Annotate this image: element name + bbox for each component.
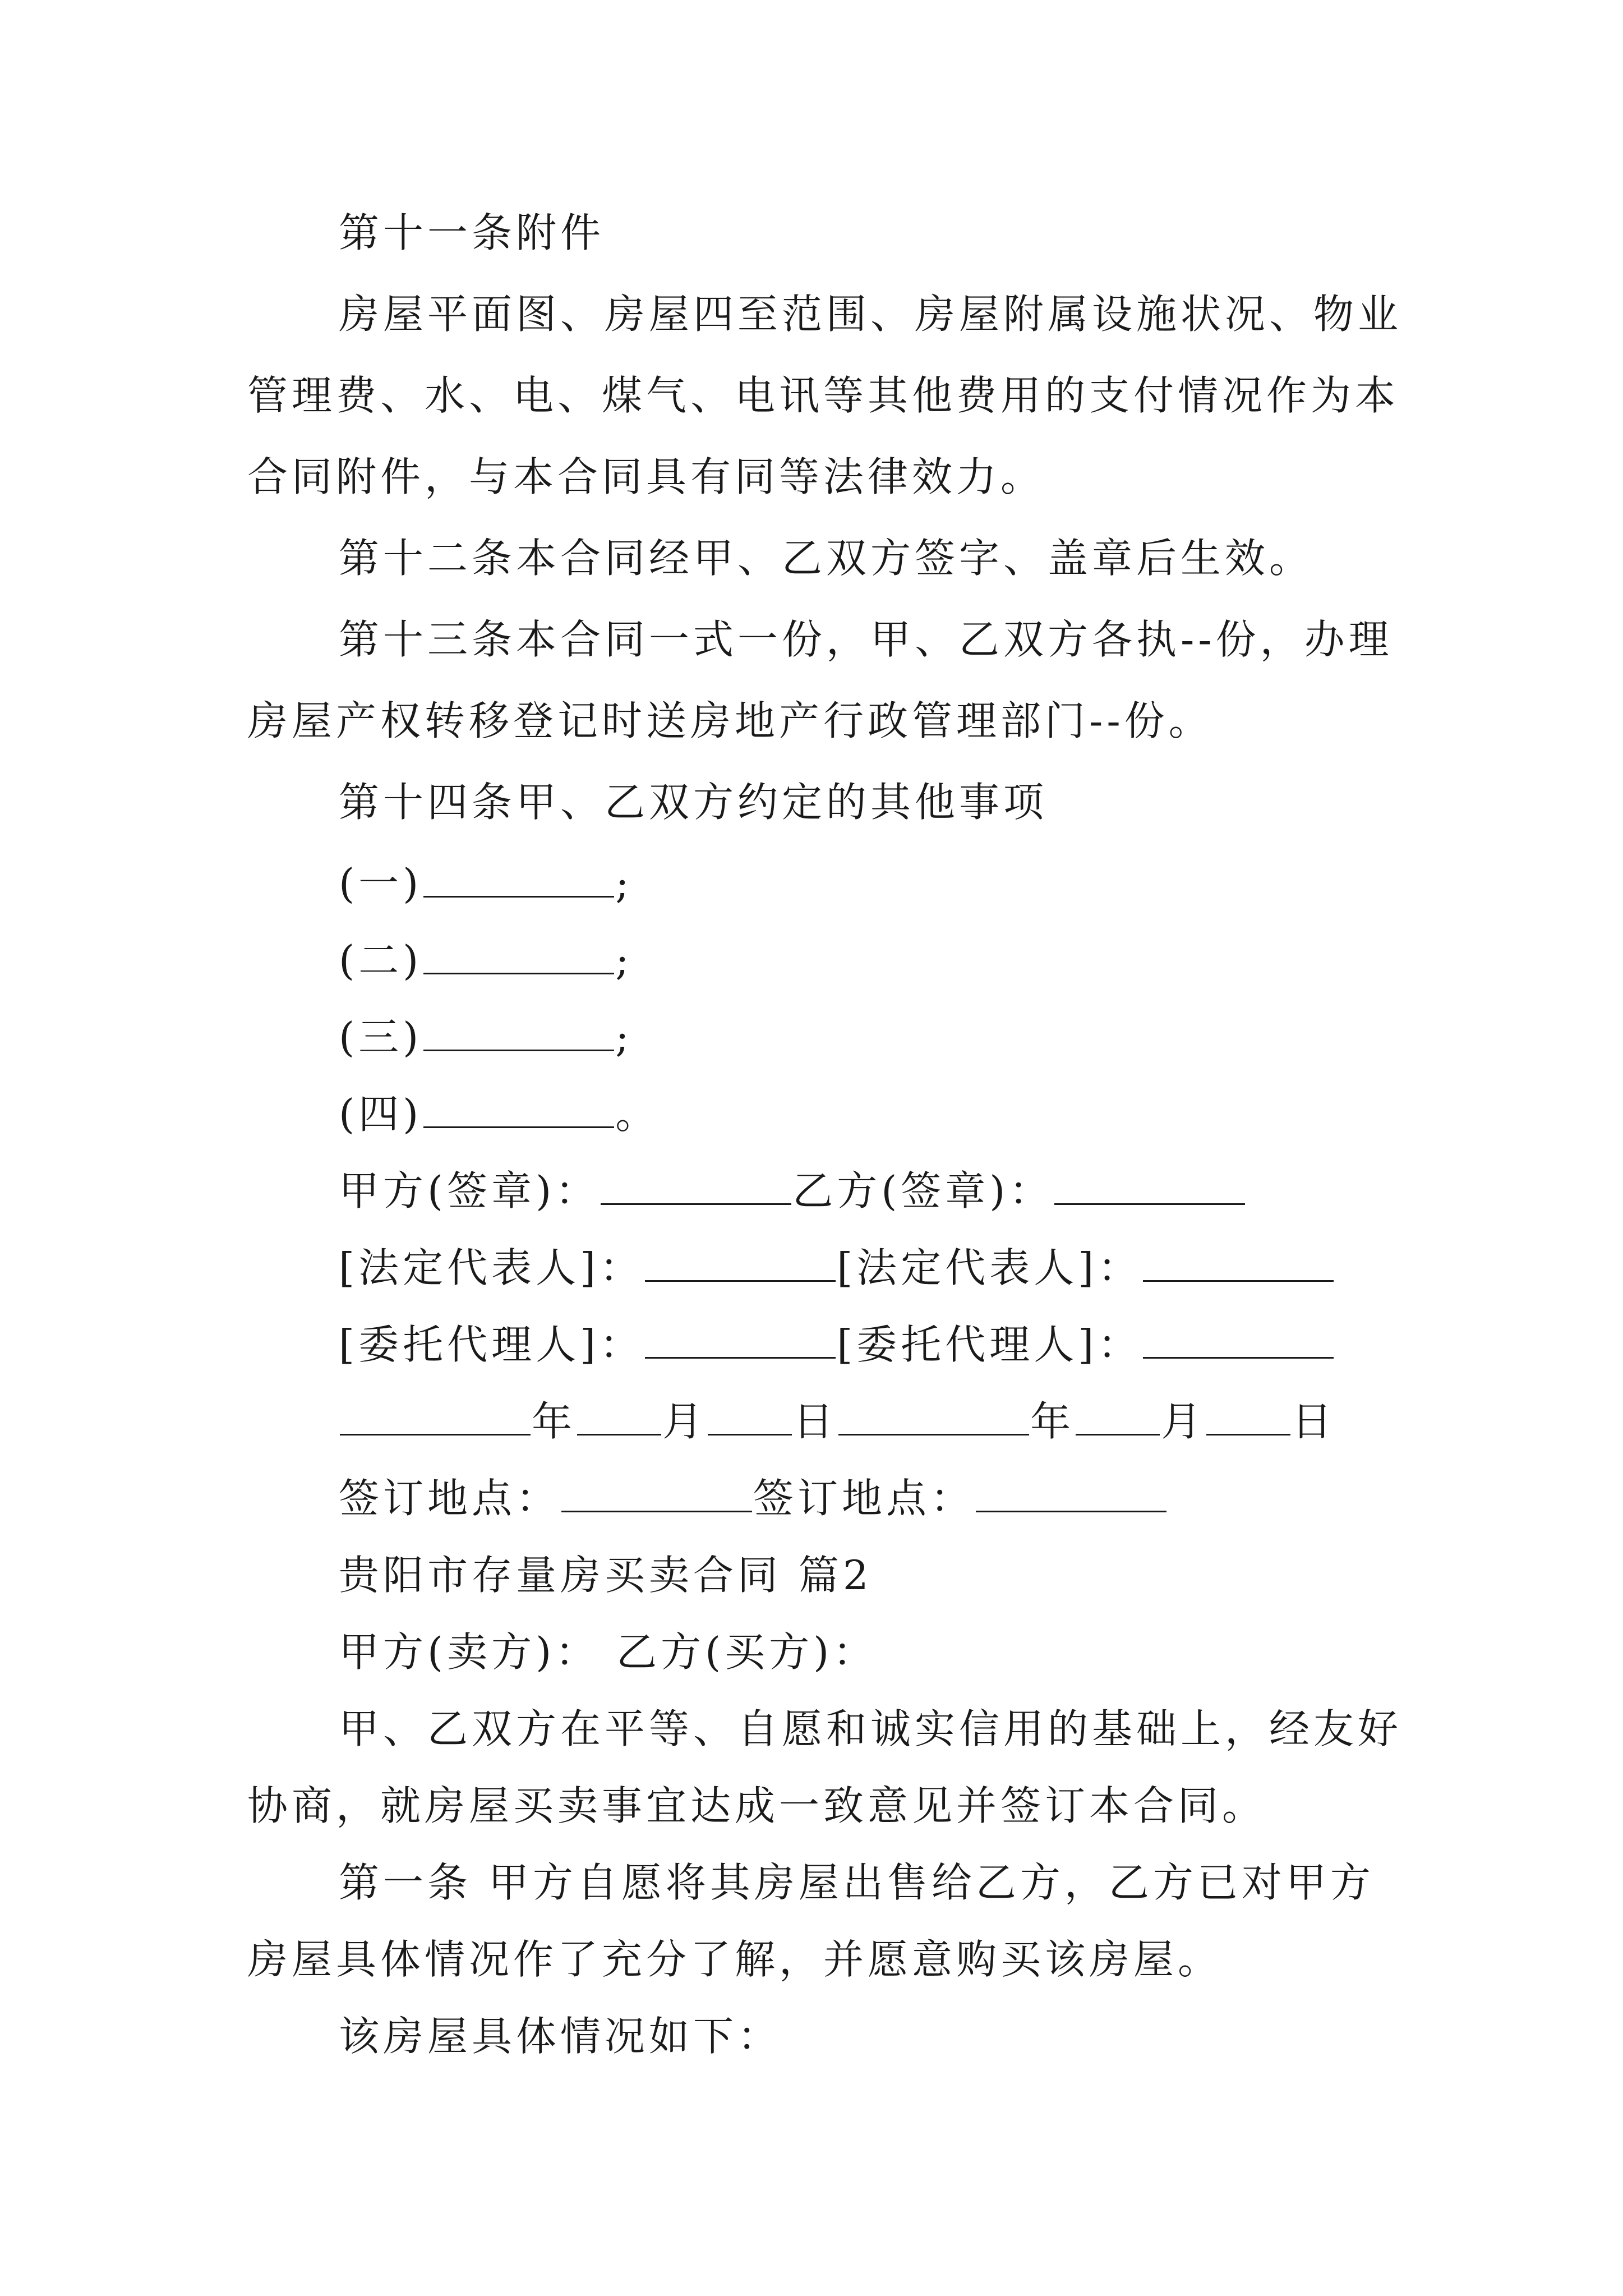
fill-blank	[838, 1395, 1029, 1435]
fill-blank	[1206, 1395, 1290, 1435]
section-2-intro-line-1: 甲、乙双方在平等、自愿和诚实信用的基础上，经友好	[339, 1705, 1403, 1752]
fill-blank	[1143, 1318, 1334, 1359]
section-2-parties: 甲方(卖方)： 乙方(买方)：	[339, 1628, 878, 1676]
day-label: 日	[793, 1398, 838, 1445]
agent-row	[339, 1318, 1399, 1372]
month-label: 月	[662, 1398, 707, 1445]
section-2-title: 贵阳市存量房买卖合同 篇2	[339, 1552, 873, 1599]
legal-rep-label: [法定代表人]：	[339, 1244, 644, 1291]
legal-rep-row	[339, 1241, 1399, 1295]
agent-label: [委托代理人]：	[339, 1321, 644, 1368]
month-label: 月	[1161, 1398, 1206, 1445]
fill-blank	[423, 933, 614, 974]
article-11-text-line-2: 管理费、水、电、煤气、电讯等其他费用的支付情况作为本	[247, 372, 1400, 419]
article-11-text-line-1: 房屋平面图、房屋四至范围、房屋附属设施状况、物业	[339, 291, 1403, 338]
year-label: 年	[532, 1398, 577, 1445]
item-end: 。	[615, 1091, 660, 1138]
day-label: 日	[1292, 1398, 1336, 1445]
fill-blank	[561, 1471, 752, 1512]
fill-blank	[423, 1087, 614, 1128]
place-label: 签订地点：	[753, 1475, 975, 1522]
party-a-label: 甲方(签章)：	[339, 1167, 600, 1214]
fill-blank	[601, 1164, 791, 1205]
place-label: 签订地点：	[339, 1475, 561, 1522]
section-2-article-1-line-1: 第一条 甲方自愿将其房屋出售给乙方，乙方已对甲方	[339, 1859, 1375, 1906]
section-2-house-details: 该房屋具体情况如下：	[339, 2013, 782, 2060]
fill-blank	[976, 1471, 1166, 1512]
agent-label: [委托代理人]：	[837, 1321, 1142, 1368]
fill-blank	[423, 857, 614, 898]
item-end: ;	[615, 860, 633, 907]
fill-blank	[1076, 1395, 1160, 1435]
fill-blank	[577, 1395, 661, 1435]
date-row	[339, 1395, 1399, 1448]
fill-blank	[1143, 1241, 1334, 1282]
fill-blank	[423, 1010, 614, 1051]
item-label: (一)	[339, 860, 423, 907]
article-12: 第十二条本合同经甲、乙双方签字、盖章后生效。	[339, 535, 1314, 582]
party-b-label: 乙方(签章)：	[792, 1167, 1054, 1214]
section-2-intro-line-2: 协商，就房屋买卖事宜达成一致意见并签订本合同。	[247, 1782, 1267, 1829]
other-item-2	[339, 933, 1399, 987]
item-label: (二)	[339, 937, 423, 984]
other-item-1	[339, 857, 1399, 910]
fill-blank	[708, 1395, 792, 1435]
item-label: (四)	[339, 1091, 423, 1138]
item-end: ;	[615, 1014, 633, 1061]
section-2-article-1-line-2: 房屋具体情况作了充分了解，并愿意购买该房屋。	[247, 1936, 1223, 1983]
item-end: ;	[615, 937, 633, 984]
article-11-heading: 第十一条附件	[339, 209, 605, 256]
fill-blank	[645, 1318, 836, 1359]
signature-row	[339, 1164, 1399, 1218]
place-row	[339, 1471, 1399, 1525]
fill-blank	[1054, 1164, 1245, 1205]
article-13-line-2: 房屋产权转移登记时送房地产行政管理部门--份。	[247, 697, 1213, 744]
item-label: (三)	[339, 1014, 423, 1061]
article-11-text-line-3: 合同附件，与本合同具有同等法律效力。	[247, 453, 1045, 500]
article-13-line-1: 第十三条本合同一式一份，甲、乙双方各执--份，办理	[339, 616, 1393, 663]
legal-rep-label: [法定代表人]：	[837, 1244, 1142, 1291]
other-item-4	[339, 1087, 1399, 1141]
other-item-3	[339, 1010, 1399, 1064]
year-label: 年	[1030, 1398, 1075, 1445]
fill-blank	[340, 1395, 531, 1435]
article-14-heading: 第十四条甲、乙双方约定的其他事项	[339, 779, 1048, 826]
fill-blank	[645, 1241, 836, 1282]
